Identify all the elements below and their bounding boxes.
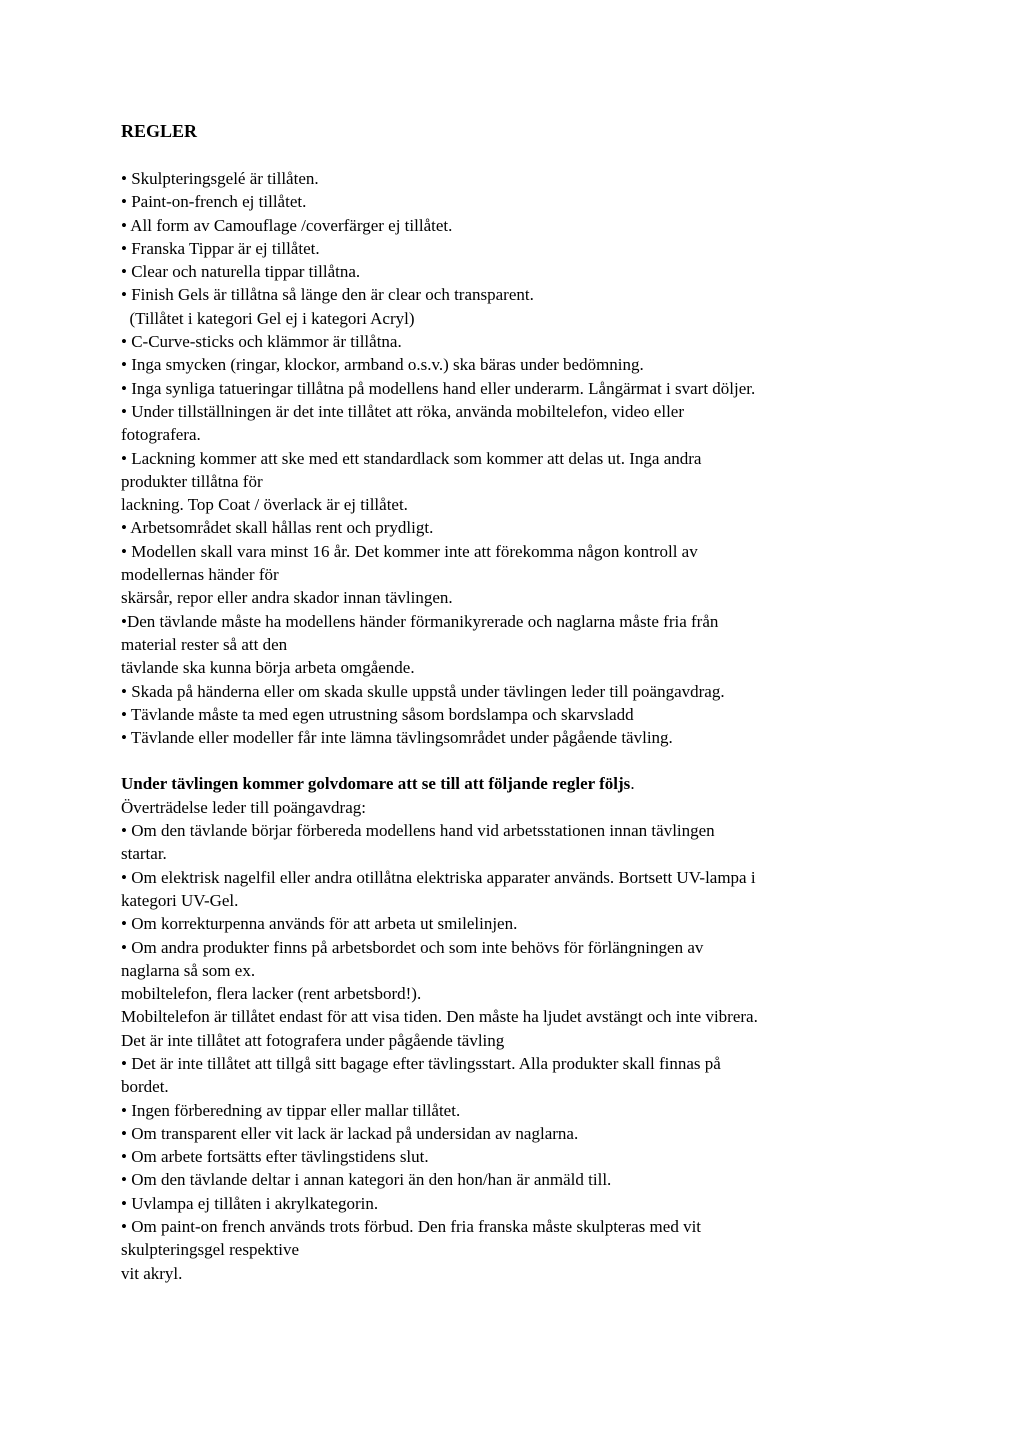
text-line: Mobiltelefon är tillåtet endast för att visa tiden. Den måste ha ljudet avstängt och inte vibrera. — [121, 1007, 758, 1027]
text-line: bordet. — [121, 1077, 169, 1097]
text-line: • Modellen skall vara minst 16 år. Det kommer inte att förekomma någon kontroll av — [121, 541, 698, 561]
floor-rules-list — [121, 796, 911, 1285]
text-line: produkter tillåtna för — [121, 471, 263, 491]
text-line: • Om andra produkter finns på arbetsbordet och som inte behövs för förlängningen av — [121, 937, 704, 957]
text-line: • Uvlampa ej tillåten i akrylkategorin. — [121, 1193, 379, 1213]
text-line: material rester så att den — [121, 634, 288, 654]
text-line: (Tillåtet i kategori Gel ej i kategori Acryl) — [121, 308, 415, 328]
text-line: • Clear och naturella tippar tillåtna. — [121, 262, 361, 282]
text-line: Det är inte tillåtet att fotografera under pågående tävling — [121, 1030, 505, 1050]
text-line: • Om arbete fortsätts efter tävlingstidens slut. — [121, 1147, 429, 1167]
text-line: skulpteringsgel respektive — [121, 1240, 299, 1260]
text-line: • Om korrekturpenna används för att arbeta ut smilelinjen. — [121, 914, 518, 934]
text-line: • Skulpteringsgelé är tillåten. — [121, 169, 319, 188]
text-line: • Arbetsområdet skall hållas rent och prydligt. — [121, 518, 434, 538]
text-line: vit akryl. — [121, 1263, 183, 1283]
text-line: • Ingen förberedning av tippar eller mallar tillåtet. — [121, 1100, 461, 1120]
text-line: Överträdelse leder till poängavdrag: — [121, 797, 366, 817]
text-line: • Om paint-on french används trots förbud. Den fria franska måste skulpteras med vit — [121, 1217, 702, 1237]
text-line: • Lackning kommer att ske med ett standardlack som kommer att delas ut. Inga andra — [121, 448, 702, 468]
text-line: • Finish Gels är tillåtna så länge den är clear och transparent. — [121, 285, 534, 305]
text-line: mobiltelefon, flera lacker (rent arbetsbord!). — [121, 984, 422, 1004]
text-line: • Franska Tippar är ej tillåtet. — [121, 238, 320, 258]
document-title: REGLER — [121, 121, 198, 141]
text-line: • Under tillställningen är det inte tillåtet att röka, använda mobiltelefon, video eller — [121, 401, 684, 421]
text-line: • Om transparent eller vit lack är lackad på undersidan av naglarna. — [121, 1123, 579, 1143]
text-line: skärsår, repor eller andra skador innan tävlingen. — [121, 588, 453, 608]
text-line: •Den tävlande måste ha modellens händer förmanikyrerade och naglarna måste fria från — [121, 611, 719, 631]
text-line: modellernas händer för — [121, 565, 279, 585]
text-line: • Paint-on-french ej tillåtet. — [121, 192, 307, 212]
text-line: naglarna så som ex. — [121, 960, 256, 980]
text-line: lackning. Top Coat / överlack är ej tillåtet. — [121, 495, 408, 515]
text-line: startar. — [121, 844, 167, 864]
text-line: • All form av Camouflage /coverfärger ej tillåtet. — [121, 215, 453, 235]
text-line: • Om den tävlande deltar i annan kategori än den hon/han är anmäld till. — [121, 1170, 612, 1190]
text-line: kategori UV-Gel. — [121, 890, 239, 910]
floor-rules-heading-suffix: . — [630, 774, 635, 794]
text-line: • Om den tävlande börjar förbereda modellens hand vid arbetsstationen innan tävlingen — [121, 821, 715, 841]
text-line: • Skada på händerna eller om skada skulle uppstå under tävlingen leder till poängavdrag. — [121, 681, 725, 701]
text-line: • Tävlande måste ta med egen utrustning såsom bordslampa och skarvsladd — [121, 704, 634, 724]
text-line: tävlande ska kunna börja arbeta omgående. — [121, 658, 415, 678]
floor-rules-heading-text: Under tävlingen kommer golvdomare att se till att följande regler följs — [121, 774, 631, 794]
text-line: • C-Curve-sticks och klämmor är tillåtna. — [121, 332, 402, 352]
text-line: • Inga synliga tatueringar tillåtna på modellens hand eller underarm. Långärmat i svart döljer. — [121, 378, 756, 398]
rules-list — [121, 167, 911, 749]
text-line: • Det är inte tillåtet att tillgå sitt bagage efter tävlingsstart. Alla produkter skall finnas på — [121, 1053, 721, 1073]
floor-rules-heading — [121, 772, 911, 795]
document-page — [121, 120, 911, 1285]
text-line: • Om elektrisk nagelfil eller andra otillåtna elektriska apparater används. Bortsett UV-lampa i — [121, 867, 756, 887]
text-line: fotografera. — [121, 425, 201, 445]
text-line: • Inga smycken (ringar, klockor, armband o.s.v.) ska bäras under bedömning. — [121, 355, 644, 375]
section-spacer — [121, 749, 911, 772]
text-line: • Tävlande eller modeller får inte lämna tävlingsområdet under pågående tävling. — [121, 728, 673, 748]
